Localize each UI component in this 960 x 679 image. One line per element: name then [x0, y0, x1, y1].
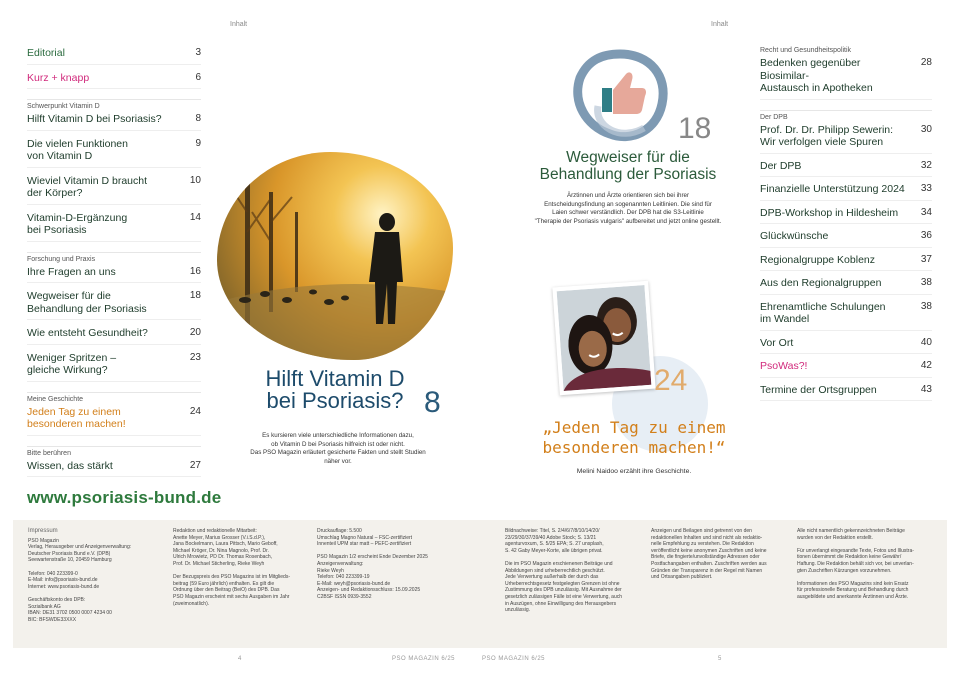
magazine-label-right: PSO MAGAZIN 6/25 — [482, 656, 546, 662]
toc-page: 18 — [189, 290, 201, 301]
story-page: 24 — [654, 364, 688, 397]
toc-section: Der DPB — [760, 110, 932, 121]
toc-page: 42 — [920, 360, 932, 371]
toc-item[interactable] — [27, 290, 201, 320]
toc-section: Schwerpunkt Vitamin D — [27, 99, 201, 110]
toc-section: Meine Geschichte — [27, 392, 201, 403]
toc-page: 20 — [189, 327, 201, 338]
vitamin-d-page: 8 — [424, 386, 441, 419]
header-left: Inhalt — [230, 21, 248, 28]
imprint-col — [651, 528, 781, 581]
toc-item[interactable] — [760, 360, 932, 378]
toc-title: Termine der Ortsgruppen — [760, 383, 877, 396]
website-url[interactable]: www.psoriasis-bund.de — [27, 488, 222, 507]
toc-title: Vitamin-D-Ergänzung bei Psoriasis — [27, 211, 128, 236]
page-number-right: 5 — [718, 656, 722, 662]
guideline-title: Wegweiser für die Behandlung der Psoriasis — [539, 149, 717, 183]
park-scene — [217, 152, 453, 360]
toc-item[interactable] — [27, 113, 201, 131]
toc-title: Wieviel Vitamin D braucht der Körper? — [27, 174, 148, 199]
toc-section: Recht und Gesundheitspolitik — [760, 47, 852, 54]
toc-page: 36 — [920, 230, 932, 241]
toc-group — [27, 252, 201, 382]
toc-item[interactable] — [760, 230, 932, 248]
toc-title: Glückwünsche — [760, 230, 829, 242]
imprint-text: Druckauflage: 5.500 Umschlag Magno Natural – FSC-zertifiziert Innenteil UPM star matt – PEFC-zertifiziert PSO Magazin 1/2 erscheint Ende Dezember 2025 Anzeigenverwaltung: Rieke Weyh Telefon: 040 223399-19 E-Mail: weyh@psoriasis-bund.de Anzeigen- und Redaktionsschluss: 15.09.2025 C2BSF ISSN 0939-3552 — [317, 528, 428, 600]
toc-page: 10 — [189, 174, 201, 186]
imprint-text: PSO Magazin Verlag, Herausgeber und Anzeigenverwaltung: Deutscher Psoriasis Bund e.V. (DPB) Seewartenstraße 10, 20459 Hamburg Telefon: 040 223399-0 E-Mail: info@psoriasis-bund.de Internet: www.psoriasis-bund.de Geschäftskonto des DPB: Sozialbank AG IBAN: DE31 3702 0500 0007 4234 00 BIC: BFSWDE33XXX — [28, 537, 132, 623]
toc-title: Weniger Spritzen – gleiche Wirkung? — [27, 351, 117, 376]
toc-item[interactable] — [27, 212, 201, 242]
imprint-text: Alle nicht namentlich gekennzeichneten Beiträge wurden von der Redaktion erstellt. Für unverlangt eingesandte Texte, Fotos und Illustra- tionen übernimmt die Redaktion keine Gewähr/ Haftung. Die Redaktion behält sich vor, bei unverlan- gten Zuschriften Kürzungen vorzunehmen. Informationen des PSO Magazins sind kein Ersatz für professionelle Beratung und Behandlung durch ausgebildete und anerkannte Ärztinnen und Ärzte. — [797, 528, 914, 600]
toc-item[interactable] — [760, 160, 932, 178]
toc-item[interactable] — [27, 175, 201, 205]
toc-item[interactable] — [760, 207, 932, 225]
toc-item[interactable] — [27, 72, 201, 90]
toc-page: 43 — [920, 383, 932, 395]
toc-title: Wissen, das stärkt — [27, 459, 113, 472]
toc-title: Wegweiser für die Behandlung der Psoriasis — [27, 290, 147, 315]
imprint-col — [28, 528, 156, 623]
toc-group — [27, 99, 201, 242]
imprint-text: Bildnachweise: Titel, S. 2/4/6/7/8/10/14/20/ 23/29/30/37/39/40 Adobe Stock; S. 13/21 agenturvoxum, S. 5/25 EPA; S. 27 unsplash, S. 42 Gaby Meyer-Korte, alle übrigen privat. Die im PSO Magazin erschienenen Beiträge und Abbildungen sind urheberrechtlich geschützt. Jede Verwertung außerhalb der durch das Urheberrechtsgesetz festgelegten Grenzen ist ohne Zustimmung des DPB unzulässig. Mit Ausnahme der gesetzlich zulässigen Fälle ist eine Verwertung, auch in Auszügen, ohne Einwilligung des Herausgebers unzulässig. — [505, 528, 623, 614]
imprint-title: Impressum — [28, 528, 58, 534]
imprint-col — [797, 528, 937, 601]
toc-title: Editorial — [27, 47, 65, 59]
toc-title: Aus den Regionalgruppen — [760, 277, 882, 289]
toc-page: 8 — [195, 113, 201, 124]
toc-page: 27 — [189, 459, 201, 471]
toc-item[interactable] — [27, 460, 201, 478]
guideline-teaser: Ärztinnen und Ärzte orientieren sich bei ihrer Entscheidungsfindung an sogenannten Leitlinien. Die sind für Laien schwer verständlich. Der DPB hat die S3-Leitlinie "Therapie der Psoriasis vulgaris" aufbereitet und jetzt online gestellt. — [534, 192, 722, 225]
imprint-col — [173, 528, 303, 607]
toc-item[interactable] — [760, 301, 932, 331]
right-toc — [760, 47, 932, 407]
toc-page: 37 — [920, 253, 932, 265]
toc-page: 24 — [189, 405, 201, 417]
imprint-text: Redaktion und redaktionelle Mitarbeit: Anette Meyer, Marius Grosser (V.i.S.d.P.), Jana Bockelmann, Laura Pittsch, Mario Geboff, Michael Kröger, Dr. Nina Magnolo, Prof. Dr. Ulrich Mrowietz, PD Dr. Thomas Rosenbach, Prof. Dr. Michael Sticherling, Rieke Weyh Der Bezugspreis des PSO Magazins ist im Mitglieds- beitrag (59 Euro jährlich) enthalten. Es gilt die Ordnung über den Beitrag (BeiO) des DPB. Das PSO Magazin erscheint mit sechs Ausgaben im Jahr (zweimonatlich). — [173, 528, 290, 607]
toc-title: Bedenken gegenüber Biosimilar- Austausch in Apotheken — [760, 57, 873, 94]
page-number-left: 4 — [238, 656, 242, 662]
toc-title: Wie entsteht Gesundheit? — [27, 327, 148, 339]
toc-group — [27, 446, 201, 478]
toc-page: 32 — [920, 159, 932, 171]
toc-page: 40 — [920, 336, 932, 348]
toc-page: 16 — [189, 265, 201, 277]
toc-item[interactable] — [760, 183, 932, 201]
toc-title: Jeden Tag zu einem besonderen machen! — [27, 405, 126, 430]
toc-page: 28 — [920, 57, 932, 68]
toc-page: 38 — [920, 300, 932, 312]
vitamin-d-photo — [217, 152, 453, 360]
toc-item[interactable] — [27, 327, 201, 345]
toc-page: 34 — [920, 206, 932, 218]
toc-title: Kurz + knapp — [27, 71, 90, 84]
vitamin-d-title: Hilft Vitamin D bei Psoriasis? — [265, 366, 405, 413]
toc-item[interactable] — [760, 254, 932, 272]
toc-title: Ehrenamtliche Schulungen im Wandel — [760, 300, 886, 325]
toc-section: Forschung und Praxis — [27, 252, 201, 263]
toc-section: Bitte berühren — [27, 446, 201, 457]
imprint-col — [505, 528, 635, 614]
toc-page: 14 — [189, 211, 201, 223]
vitamin-d-teaser: Es kursieren viele unterschiedliche Informationen dazu, ob Vitamin D bei Psoriasis hilfreich ist oder nicht. Das PSO Magazin erläutert gesicherte Fakten und stellt Studien näher vor. — [250, 432, 426, 465]
imprint-text: Anzeigen und Beilagen sind getrennt von den redaktionellen Inhalten und sind nicht als redaktio- nelle Empfehlung zu verstehen. Die Redaktion veröffentlicht keine anonymen Zuschriften und keine Briefe, die fingierte/unvollständige Adressen oder Postfachangaben enthalten. Zuschriften werden aus Gründen der Transparenz in der Regel mit Namen und Ortsangaben publiziert. — [651, 528, 767, 581]
toc-item[interactable] — [27, 138, 201, 168]
toc-item[interactable] — [27, 352, 201, 382]
toc-group — [27, 392, 201, 436]
toc-item[interactable] — [760, 337, 932, 355]
toc-page: 23 — [189, 351, 201, 363]
toc-title: Der DPB — [760, 159, 802, 172]
toc-item[interactable] — [27, 47, 201, 65]
toc-item[interactable] — [760, 124, 932, 154]
toc-page: 9 — [195, 137, 201, 149]
two-women-portrait — [557, 285, 652, 391]
imprint-col — [317, 528, 457, 601]
story-caption: Melini Naidoo erzählt ihre Geschichte. — [576, 468, 692, 475]
toc-item[interactable] — [760, 384, 932, 402]
story-quote: „Jeden Tag zu einem besonderen machen!“ — [542, 418, 726, 457]
toc-title: PsoWas?! — [760, 360, 808, 372]
toc-group — [27, 47, 201, 89]
toc-item[interactable] — [27, 266, 201, 284]
toc-title: DPB-Workshop in Hildesheim — [760, 206, 899, 219]
guideline-page: 18 — [678, 112, 712, 145]
header-right: Inhalt — [711, 21, 729, 28]
toc-title: Finanzielle Unterstützung 2024 — [760, 183, 905, 195]
imprint-box — [13, 520, 947, 648]
toc-item[interactable] — [27, 406, 201, 436]
toc-item[interactable] — [760, 57, 932, 100]
thumbs-up-icon — [602, 72, 646, 114]
toc-title: Die vielen Funktionen von Vitamin D — [27, 137, 128, 162]
toc-title: Prof. Dr. Dr. Philipp Sewerin: Wir verfolgen viele Spuren — [760, 123, 894, 148]
toc-page: 33 — [920, 183, 932, 194]
toc-page: 38 — [920, 277, 932, 288]
toc-title: Ihre Fragen an uns — [27, 265, 116, 278]
toc-title: Regionalgruppe Koblenz — [760, 253, 876, 266]
toc-title: Hilft Vitamin D bei Psoriasis? — [27, 113, 162, 125]
toc-item[interactable] — [760, 277, 932, 295]
thumbs-up-graphic — [570, 46, 670, 146]
toc-title: Vor Ort — [760, 336, 794, 349]
magazine-label-left: PSO MAGAZIN 6/25 — [392, 656, 456, 662]
toc-page: 6 — [195, 71, 201, 83]
story-photo — [552, 281, 655, 395]
left-toc — [27, 47, 201, 484]
toc-page: 30 — [920, 123, 932, 135]
toc-page: 3 — [195, 47, 201, 58]
